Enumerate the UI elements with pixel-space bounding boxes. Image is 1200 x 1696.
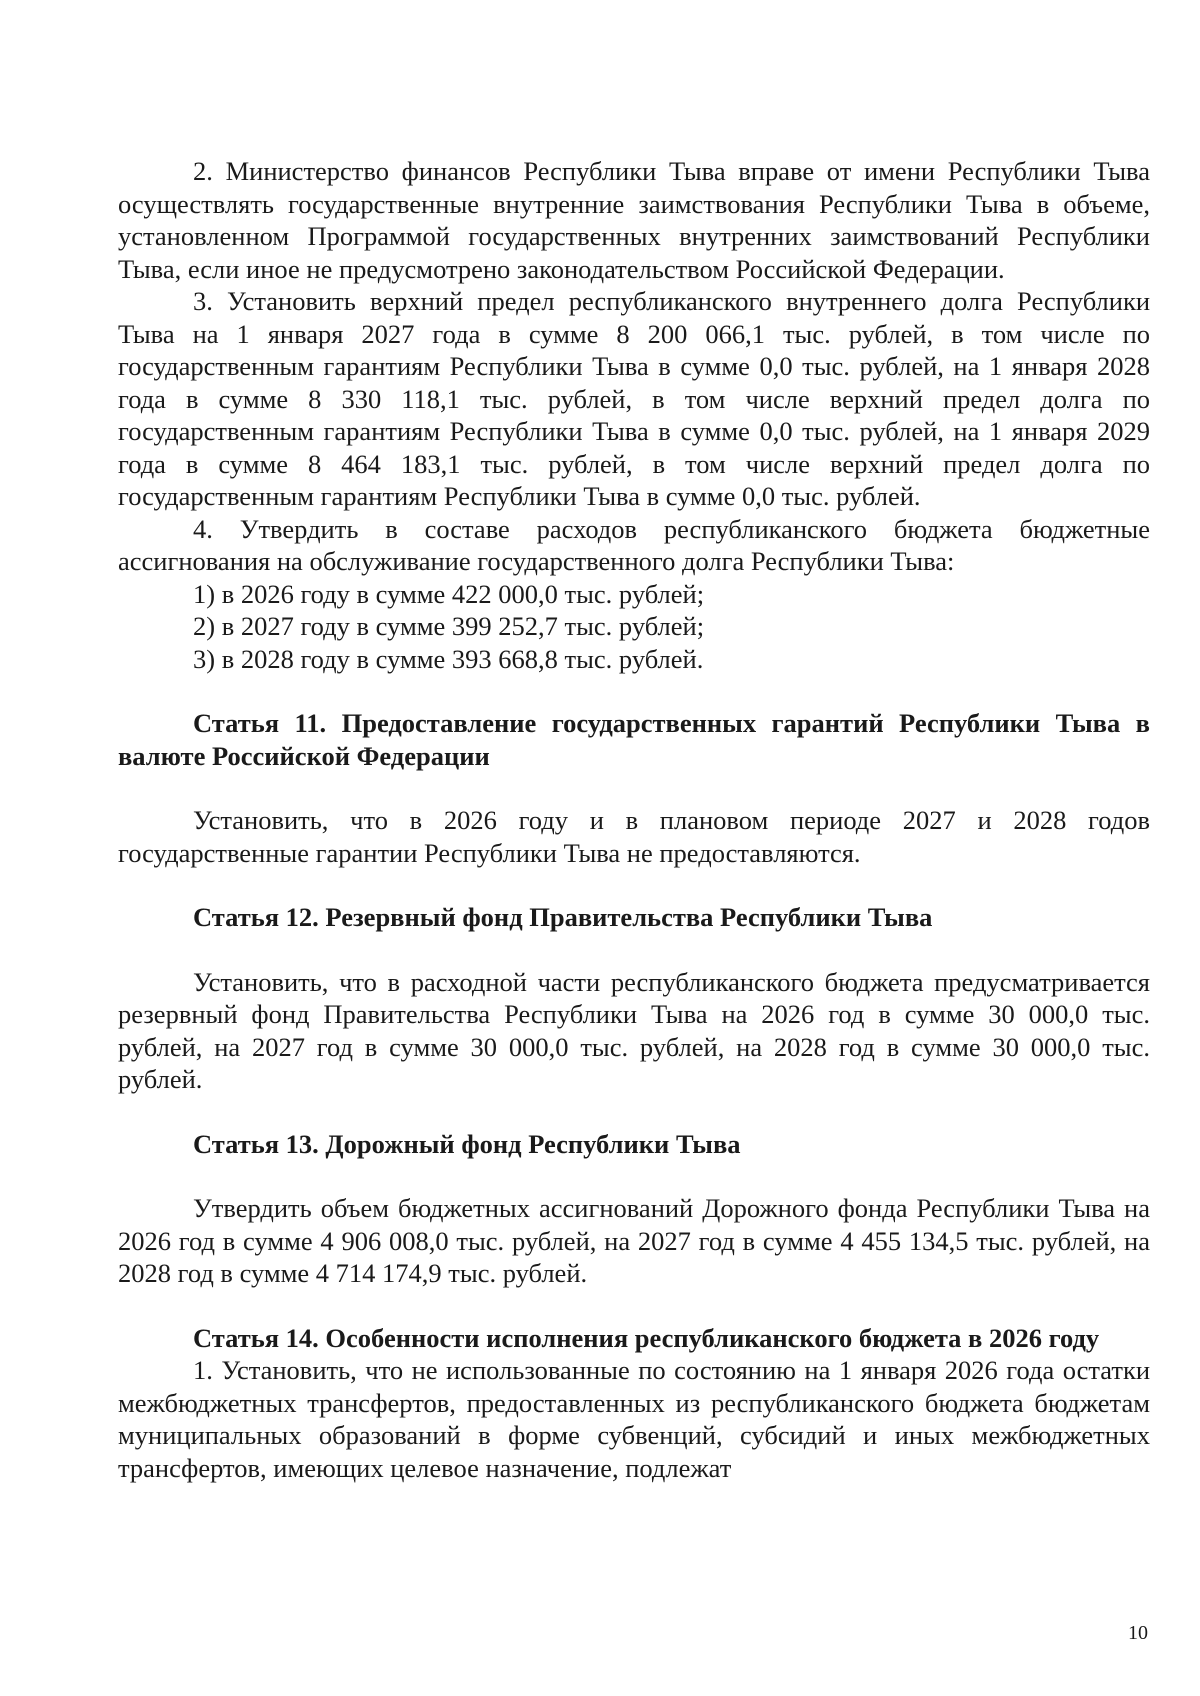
article-11-heading: Статья 11. Предоставление государственных гарантий Республики Тыва в валюте Российской Федерации [118, 708, 1150, 771]
article-12-text: Установить, что в расходной части республиканского бюджета предусматривается резервный фонд Правительства Республики Тыва на 2026 год в сумме 30 000,0 тыс. рублей, на 2027 год в сумме 30 000,0 тыс. рублей, на 2028 год в сумме 30 000,0 тыс. рублей. [118, 966, 1150, 1094]
article-14-heading: Статья 14. Особенности исполнения республиканского бюджета в 2026 году [193, 1322, 1100, 1353]
list-item: 3) в 2028 году в сумме 393 668,8 тыс. рублей. [193, 643, 704, 674]
article-11-text: Установить, что в 2026 году и в плановом периоде 2027 и 2028 годов государственные гарантии Республики Тыва не предоставляются. [118, 805, 1150, 868]
document-body [118, 155, 1150, 1484]
paragraph-4: 4. Утвердить в составе расходов республиканского бюджета бюджетные ассигнования на обслуживание государственного долга Республики Тыва: [118, 513, 1150, 576]
list-item: 1) в 2026 году в сумме 422 000,0 тыс. рублей; [193, 578, 705, 609]
article-12-heading: Статья 12. Резервный фонд Правительства Республики Тыва [193, 902, 933, 932]
paragraph-3: 3. Установить верхний предел республиканского внутреннего долга Республики Тыва на 1 января 2027 года в сумме 8 200 066,1 тыс. рублей, в том числе по государственным гарантиям Республики Тыва в сумме 0,0 тыс. рублей, на 1 января 2028 года в сумме 8 330 118,1 тыс. рублей, в том числе верхний предел долга по государственным гарантиям Республики Тыва в сумме 0,0 тыс. рублей, на 1 января 2029 года в сумме 8 464 183,1 тыс. рублей, в том числе верхний предел долга по государственным гарантиям Республики Тыва в сумме 0,0 тыс. рублей. [118, 286, 1150, 511]
paragraph-2: 2. Министерство финансов Республики Тыва вправе от имени Республики Тыва осуществлять государственные внутренние заимствования Республики Тыва в объеме, установленном Программой государственных внутренних заимствований Республики Тыва, если иное не предусмотрено законодательством Российской Федерации. [118, 156, 1150, 284]
article-13-heading: Статья 13. Дорожный фонд Республики Тыва [193, 1128, 741, 1159]
article-14-text: 1. Установить, что не использованные по состоянию на 1 января 2026 года остатки межбюджетных трансфертов, предоставленных из республиканского бюджета бюджетам муниципальных образований в форме субвенций, субсидий и иных межбюджетных трансфертов, имеющих целевое назначение, подлежат [118, 1355, 1150, 1483]
page-number: 10 [1128, 1622, 1148, 1644]
list-item: 2) в 2027 году в сумме 399 252,7 тыс. рублей; [193, 611, 705, 641]
article-13-text: Утвердить объем бюджетных ассигнований Дорожного фонда Республики Тыва на 2026 год в сумме 4 906 008,0 тыс. рублей, на 2027 год в сумме 4 455 134,5 тыс. рублей, на 2028 год в сумме 4 714 174,9 тыс. рублей. [118, 1193, 1150, 1288]
